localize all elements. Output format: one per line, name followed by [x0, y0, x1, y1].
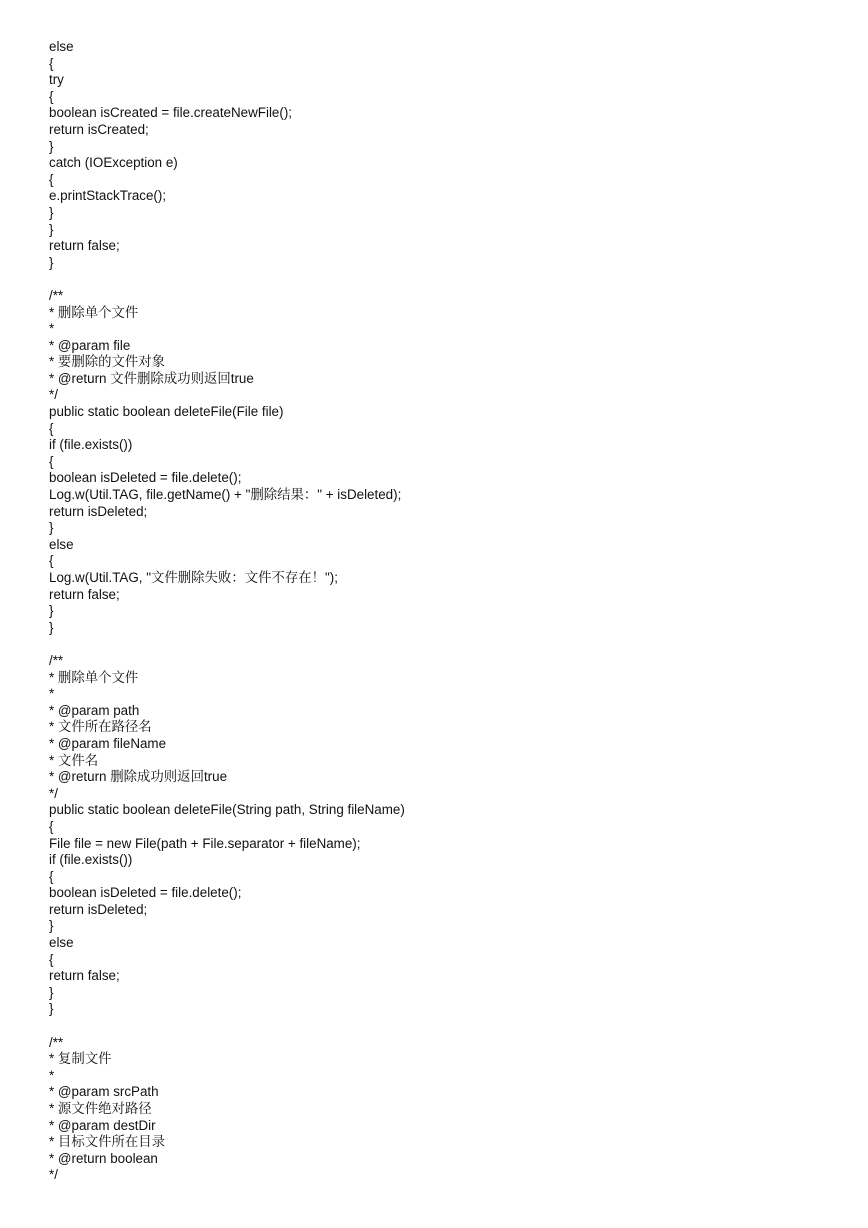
- code-line: {: [49, 453, 54, 469]
- code-line: }: [49, 1001, 54, 1017]
- code-line: }: [49, 918, 54, 934]
- code-line: * 源文件绝对路径: [49, 1101, 152, 1116]
- code-line: {: [49, 868, 54, 884]
- code-line: return false;: [49, 238, 120, 254]
- code-line: *: [49, 321, 55, 337]
- code-line: if (file.exists()): [49, 437, 133, 453]
- code-line: else: [49, 39, 74, 54]
- code-line: public static boolean deleteFile(String path, String fileName): [49, 802, 405, 818]
- code-line: * @param srcPath: [49, 1084, 159, 1100]
- code-line: {: [49, 818, 54, 834]
- code-line: * @return boolean: [49, 1150, 158, 1166]
- code-block: [49, 1035, 849, 1184]
- code-line: public static boolean deleteFile(File file): [49, 404, 284, 420]
- code-line: *: [49, 1067, 55, 1083]
- code-listing: [49, 39, 849, 1184]
- code-line: boolean isDeleted = file.delete();: [49, 885, 242, 901]
- code-line: }: [49, 984, 54, 1000]
- code-line: */: [49, 785, 58, 801]
- code-line: */: [49, 1167, 58, 1183]
- code-line: e.printStackTrace();: [49, 188, 167, 204]
- code-line: * @param fileName: [49, 735, 167, 751]
- code-line: * @return 文件删除成功则返回true: [49, 370, 254, 386]
- code-line: * @param destDir: [49, 1117, 156, 1133]
- code-line: Log.w(Util.TAG, "文件删除失败：文件不存在！");: [49, 570, 338, 585]
- code-line: * @param file: [49, 337, 131, 353]
- code-line: }: [49, 138, 54, 154]
- code-line: * 目标文件所在目录: [49, 1134, 166, 1150]
- code-line: * @param path: [49, 702, 140, 718]
- code-line: return false;: [49, 968, 120, 984]
- code-line: return false;: [49, 586, 120, 602]
- code-line: boolean isDeleted = file.delete();: [49, 470, 242, 486]
- code-line: *: [49, 686, 55, 702]
- code-line: }: [49, 254, 54, 270]
- code-line: boolean isCreated = file.createNewFile();: [49, 105, 293, 121]
- code-line: {: [49, 55, 54, 71]
- code-line: * 文件所在路径名: [49, 719, 152, 735]
- code-line: }: [49, 603, 54, 619]
- code-line: * 要删除的文件对象: [49, 354, 166, 370]
- code-line: * 删除单个文件: [49, 304, 139, 320]
- code-line: catch (IOException e): [49, 155, 178, 171]
- code-line: * @return 删除成功则返回true: [49, 769, 228, 785]
- code-line: File file = new File(path + File.separator + fileName);: [49, 835, 361, 851]
- code-line: {: [49, 553, 54, 569]
- code-line: /**: [49, 287, 64, 303]
- code-line: try: [49, 72, 64, 88]
- code-line: }: [49, 221, 54, 237]
- code-line: * 删除单个文件: [49, 669, 139, 685]
- code-line: Log.w(Util.TAG, file.getName() + "删除结果：" + isDeleted);: [49, 487, 402, 503]
- code-line: return isCreated;: [49, 121, 149, 137]
- code-line: {: [49, 420, 54, 436]
- code-line: /**: [49, 652, 64, 668]
- code-line: return isDeleted;: [49, 901, 148, 917]
- code-line: else: [49, 935, 74, 951]
- code-line: return isDeleted;: [49, 503, 148, 519]
- code-line: }: [49, 204, 54, 220]
- code-line: }: [49, 619, 54, 635]
- code-line: {: [49, 88, 54, 104]
- code-line: {: [49, 171, 54, 187]
- code-line: if (file.exists()): [49, 852, 133, 868]
- code-line: {: [49, 951, 54, 967]
- code-block: [49, 39, 849, 271]
- code-line: * 复制文件: [49, 1051, 112, 1067]
- code-line: */: [49, 387, 58, 403]
- code-block: [49, 288, 849, 636]
- code-line: else: [49, 536, 74, 552]
- code-block: [49, 653, 849, 1018]
- code-line: * 文件名: [49, 752, 99, 768]
- code-line: }: [49, 520, 54, 536]
- code-line: /**: [49, 1034, 64, 1050]
